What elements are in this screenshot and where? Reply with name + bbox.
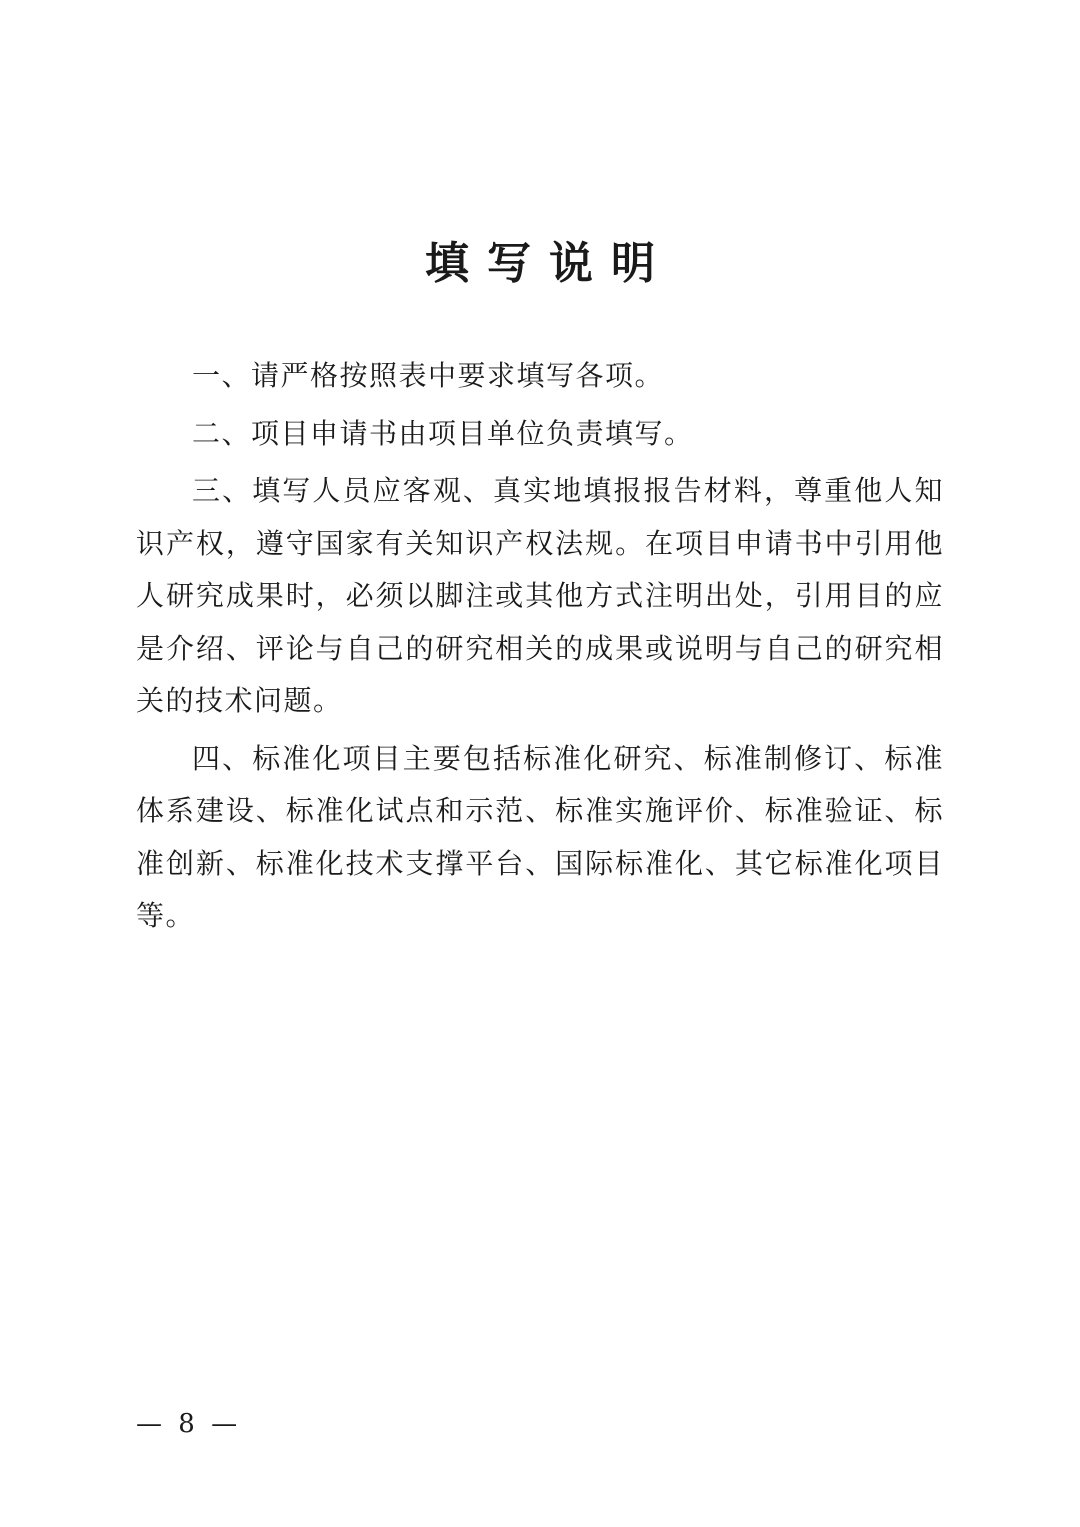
- instruction-paragraph-1: 一、请严格按照表中要求填写各项。: [192, 359, 665, 392]
- instruction-paragraph-4: 四、标准化项目主要包括标准化研究、标准制修订、标准体系建设、标准化试点和示范、标准实施评价、标准验证、标准创新、标准化技术支撑平台、国际标准化、其它标准化项目等。: [136, 741, 944, 932]
- page-number: — 8 —: [136, 1409, 242, 1439]
- instruction-paragraph-3: 三、填写人员应客观、真实地填报报告材料，尊重他人知识产权，遵守国家有关知识产权法规。在项目申请书中引用他人研究成果时，必须以脚注或其他方式注明出处，引用目的应是介绍、评论与自己的研究相关的成果或说明与自己的研究相关的技术问题。: [136, 474, 944, 717]
- instructions-body: [136, 350, 944, 948]
- page-title: 填写说明: [425, 238, 673, 289]
- instruction-paragraph-2: 二、项目申请书由项目单位负责填写。: [192, 416, 694, 450]
